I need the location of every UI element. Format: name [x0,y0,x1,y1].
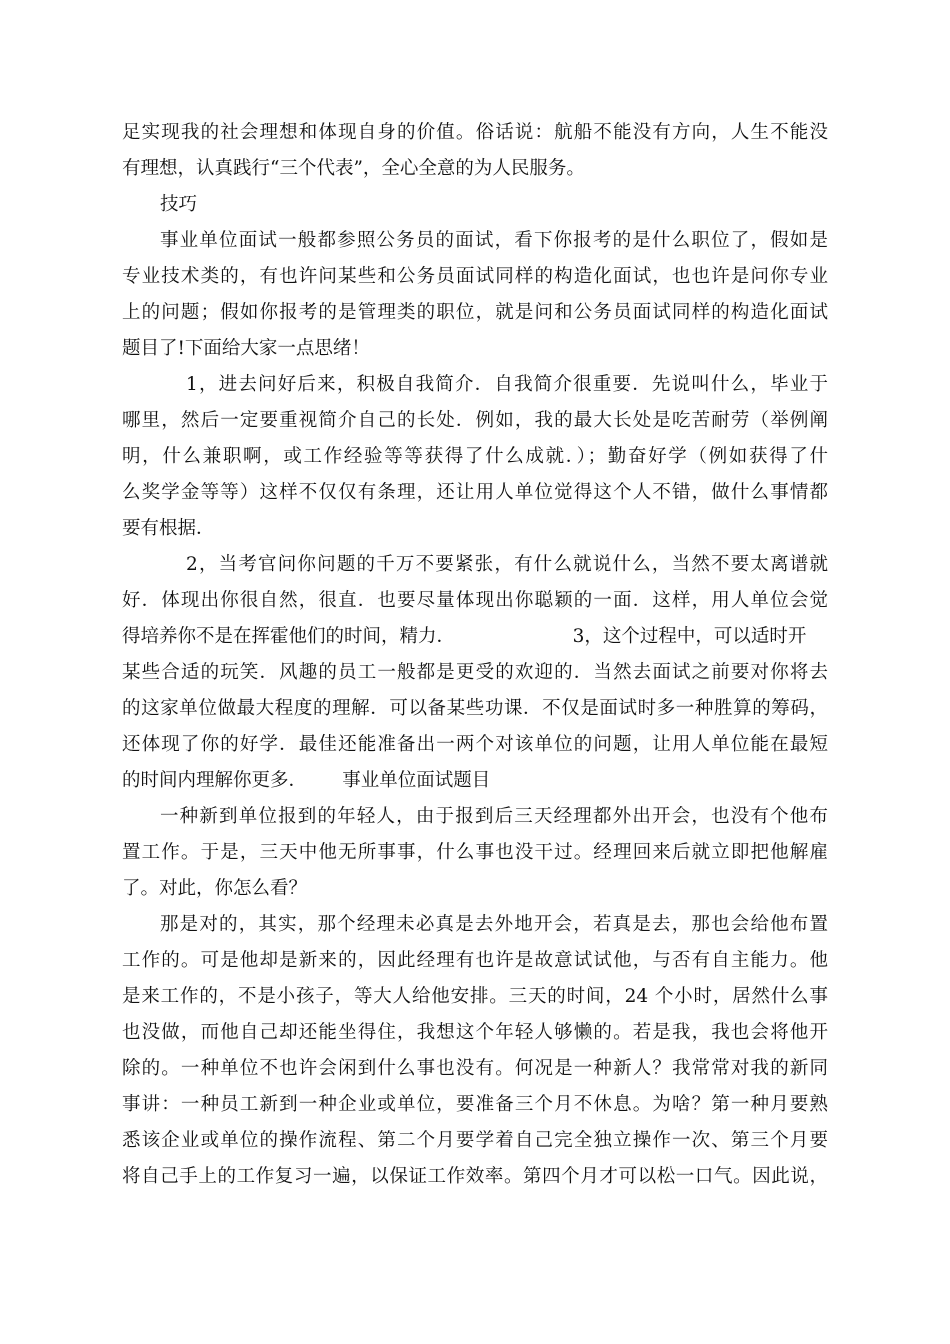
text-line: 事业单位面试一般都参照公务员的面试，看下你报考的是什么职位了，假如是 [160,230,828,251]
text-line: 专业技术类的，有也许问某些和公务员面试同样的构造化面试，也也许是问你专业 [122,266,828,287]
text-line: 是来工作的，不是小孩子，等大人给他安排。三天的时间，24 个小时，居然什么事 [122,986,828,1007]
text-line: 一种新到单位报到的年轻人，由于报到后三天经理都外出开会，也没有个他布 [160,806,828,827]
section-heading: 技巧 [160,194,198,215]
text-line: 1，进去问好后来，积极自我简介．自我简介很重要．先说叫什么，毕业于 [186,374,828,395]
text-line: 么奖学金等等）这样不仅仅有条理，还让用人单位觉得这个人不错，做什么事情都 [122,482,828,503]
text-line: 2，当考官问你问题的千万不要紧张，有什么就说什么，当然不要太离谱就 [186,554,828,575]
text-line: 置工作。于是，三天中他无所事事，什么事也没干过。经理回来后就立即把他解雇 [122,842,828,863]
text-line: 好．体现出你很自然，很直．也要尽量体现出你聪颖的一面．这样，用人单位会觉 [122,590,828,611]
text-line: 的这家单位做最大程度的理解．可以备某些功课．不仅是面试时多一种胜算的筹码， [122,698,828,719]
text-line: 有理想，认真践行“三个代表”，全心全意的为人民服务。 [122,158,585,179]
text-line: 足实现我的社会理想和体现自身的价值。俗话说：航船不能没有方向，人生不能没 [122,122,828,143]
text-line: 悉该企业或单位的操作流程、第二个月要学着自己完全独立操作一次、第三个月要 [122,1130,828,1151]
text-line: 除的。一种单位不也许会闲到什么事也没有。何况是一种新人？我常常对我的新同 [122,1058,828,1079]
text-line: 某些合适的玩笑．风趣的员工一般都是更受的欢迎的．当然去面试之前要对你将去 [122,662,828,683]
text-line: 也没做，而他自己却还能坐得住，我想这个年轻人够懒的。若是我，我也会将他开 [122,1022,828,1043]
text-line: 还体现了你的好学．最佳还能准备出一两个对该单位的问题，让用人单位能在最短 [122,734,828,755]
text-line: 得培养你不是在挥霍他们的时间，精力． 3，这个过程中，可以适时开 [122,626,807,647]
text-line: 的时间内理解你更多． 事业单位面试题目 [122,770,491,791]
text-line: 事讲：一种员工新到一种企业或单位，要准备三个月不休息。为啥？第一种月要熟 [122,1094,828,1115]
text-line: 将自己手上的工作复习一遍，以保证工作效率。第四个月才可以松一口气。因此说， [122,1166,828,1187]
text-line: 要有根据． [122,518,215,539]
text-line: 工作的。可是他却是新来的，因此经理有也许是故意试试他，与否有自主能力。他 [122,950,828,971]
text-line: 上的问题；假如你报考的是管理类的职位，就是问和公务员面试同样的构造化面试 [122,302,828,323]
text-line: 那是对的，其实，那个经理未必真是去外地开会，若真是去，那也会给他布置 [160,914,828,935]
text-line: 了。对此，你怎么看？ [122,878,308,899]
text-line: 哪里，然后一定要重视简介自己的长处．例如，我的最大长处是吃苦耐劳（举例阐 [122,410,828,431]
text-line: 题目了!下面给大家一点思绪！ [122,338,370,359]
text-line: 明，什么兼职啊，或工作经验等等获得了什么成就．）；勤奋好学（例如获得了什 [122,446,828,467]
